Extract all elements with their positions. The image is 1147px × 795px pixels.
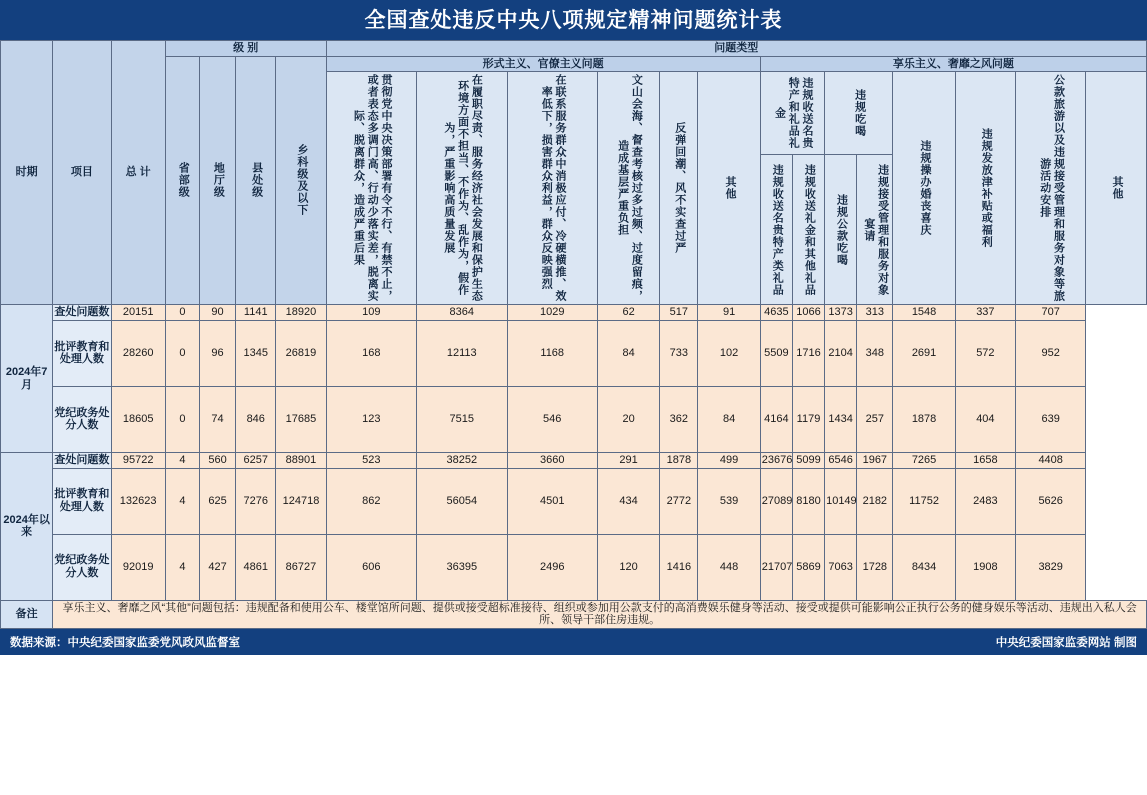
cell-hedonism-other: 639	[1016, 386, 1086, 452]
col-header-level-bureau: 地厅级	[199, 56, 235, 305]
cell-level-county: 1345	[236, 320, 276, 386]
cell-gift-money: 4635	[760, 305, 792, 321]
cell-total: 18605	[111, 386, 165, 452]
cell-wedding: 348	[857, 320, 893, 386]
cell-hedonism-other: 4408	[1016, 452, 1086, 468]
cell-level-county: 4861	[236, 534, 276, 600]
cell-formalism-4: 434	[597, 468, 659, 534]
cell-allowance: 2691	[893, 320, 955, 386]
cell-level-township: 17685	[276, 386, 326, 452]
cell-formalism-other: 733	[660, 320, 698, 386]
cell-formalism-other: 1416	[660, 534, 698, 600]
cell-allowance: 1878	[893, 386, 955, 452]
cell-level-provincial: 4	[165, 534, 199, 600]
col-header-dining-public-funds: 违规公款吃喝	[825, 155, 857, 305]
row-period-since-2024: 2024年以来	[1, 452, 53, 600]
cell-level-township: 18920	[276, 305, 326, 321]
cell-travel: 1908	[955, 534, 1015, 600]
cell-formalism-other: 517	[660, 305, 698, 321]
cell-formalism-2: 8364	[417, 305, 507, 321]
cell-dining-public: 1179	[792, 386, 824, 452]
cell-allowance: 7265	[893, 452, 955, 468]
cell-dining-public: 5099	[792, 452, 824, 468]
cell-wedding: 1967	[857, 452, 893, 468]
cell-dining-banquet: 1434	[825, 386, 857, 452]
cell-allowance: 11752	[893, 468, 955, 534]
note-label: 备注	[1, 600, 53, 628]
cell-level-county: 6257	[236, 452, 276, 468]
cell-travel: 404	[955, 386, 1015, 452]
row-item-discipline: 党纪政务处分人数	[53, 386, 111, 452]
cell-formalism-1: 862	[326, 468, 416, 534]
cell-dining-public: 1716	[792, 320, 824, 386]
cell-dining-public: 5869	[792, 534, 824, 600]
col-header-level-county: 县处级	[236, 56, 276, 305]
cell-formalism-4: 84	[597, 320, 659, 386]
cell-hedonism-other: 707	[1016, 305, 1086, 321]
note-text: 享乐主义、奢靡之风“其他”问题包括：违规配备和使用公车、楼堂馆所问题、提供或接受超标准接待、组织或参加用公款支付的高消费娱乐健身等活动、接受或提供可能影响公正执行公务的健身娱乐等活动、违规出入私人会所、领导干部住房违规。	[53, 600, 1147, 628]
row-period-202407: 2024年7月	[1, 305, 53, 453]
cell-formalism-1: 109	[326, 305, 416, 321]
group-header-formalism: 形式主义、官僚主义问题	[326, 56, 760, 72]
cell-dining-banquet: 7063	[825, 534, 857, 600]
cell-formalism-3: 1029	[507, 305, 597, 321]
cell-formalism-other: 362	[660, 386, 698, 452]
cell-formalism-4: 291	[597, 452, 659, 468]
cell-formalism-4: 20	[597, 386, 659, 452]
cell-gift-money: 5509	[760, 320, 792, 386]
row-item-cases: 查处问题数	[53, 452, 111, 468]
cell-level-provincial: 4	[165, 452, 199, 468]
cell-wedding: 2182	[857, 468, 893, 534]
cell-formalism-1: 606	[326, 534, 416, 600]
cell-dining-banquet: 1373	[825, 305, 857, 321]
cell-gift-specialty: 539	[698, 468, 760, 534]
note-row	[1, 600, 1147, 628]
cell-level-township: 124718	[276, 468, 326, 534]
cell-travel: 1658	[955, 452, 1015, 468]
statistics-table	[0, 40, 1147, 629]
cell-gift-specialty: 102	[698, 320, 760, 386]
cell-dining-public: 8180	[792, 468, 824, 534]
cell-level-township: 86727	[276, 534, 326, 600]
cell-formalism-3: 4501	[507, 468, 597, 534]
cell-formalism-2: 7515	[417, 386, 507, 452]
group-header-hedonism: 享乐主义、奢靡之风问题	[760, 56, 1146, 72]
cell-total: 132623	[111, 468, 165, 534]
cell-level-bureau: 96	[199, 320, 235, 386]
cell-formalism-4: 62	[597, 305, 659, 321]
cell-level-bureau: 90	[199, 305, 235, 321]
cell-hedonism-other: 952	[1016, 320, 1086, 386]
cell-level-township: 26819	[276, 320, 326, 386]
cell-formalism-3: 546	[507, 386, 597, 452]
cell-formalism-2: 38252	[417, 452, 507, 468]
cell-gift-money: 21707	[760, 534, 792, 600]
cell-level-bureau: 560	[199, 452, 235, 468]
cell-level-county: 1141	[236, 305, 276, 321]
cell-formalism-other: 2772	[660, 468, 698, 534]
cell-gift-money: 27089	[760, 468, 792, 534]
cell-gift-specialty: 448	[698, 534, 760, 600]
cell-formalism-other: 1878	[660, 452, 698, 468]
cell-level-township: 88901	[276, 452, 326, 468]
cell-formalism-2: 36395	[417, 534, 507, 600]
col-header-item: 项目	[53, 41, 111, 305]
group-header-problem-type: 问题类型	[326, 41, 1146, 57]
col-header-total: 总 计	[111, 41, 165, 305]
footer-credit: 中央纪委国家监委网站 制图	[995, 636, 1137, 649]
cell-wedding: 313	[857, 305, 893, 321]
cell-level-provincial: 4	[165, 468, 199, 534]
data-source: 数据来源：中央纪委国家监委党风政风监督室	[10, 636, 240, 649]
table-row	[1, 534, 1147, 600]
row-item-educated: 批评教育和处理人数	[53, 468, 111, 534]
table-row	[1, 320, 1147, 386]
cell-formalism-1: 123	[326, 386, 416, 452]
page-title: 全国查处违反中央八项规定精神问题统计表	[0, 0, 1147, 40]
col-header-formalism-5: 反弹回潮、风不实查过严	[660, 72, 698, 305]
cell-travel: 572	[955, 320, 1015, 386]
cell-formalism-3: 2496	[507, 534, 597, 600]
cell-gift-money: 23676	[760, 452, 792, 468]
col-header-hedonism-gift: 违规收送名贵特产和礼品礼金	[760, 72, 824, 155]
cell-allowance: 8434	[893, 534, 955, 600]
cell-formalism-3: 1168	[507, 320, 597, 386]
cell-total: 95722	[111, 452, 165, 468]
col-header-hedonism-dining: 违规吃喝	[825, 72, 893, 155]
cell-total: 28260	[111, 320, 165, 386]
table-row	[1, 452, 1147, 468]
col-header-gift-money: 违规收送礼金和其他礼品	[792, 155, 824, 305]
cell-total: 92019	[111, 534, 165, 600]
cell-dining-banquet: 10149	[825, 468, 857, 534]
cell-formalism-2: 12113	[417, 320, 507, 386]
cell-dining-public: 1066	[792, 305, 824, 321]
group-header-level: 级 别	[165, 41, 326, 57]
col-header-level-township: 乡科级及以下	[276, 56, 326, 305]
cell-level-provincial: 0	[165, 305, 199, 321]
col-header-period: 时期	[1, 41, 53, 305]
cell-level-provincial: 0	[165, 320, 199, 386]
footer-bar	[0, 629, 1147, 655]
row-item-educated: 批评教育和处理人数	[53, 320, 111, 386]
col-header-formalism-1: 贯彻党中央决策部署有令不行、有禁不止，或者表态多调门高、行动少落实差，脱离实际、脱离群众，造成严重后果	[326, 72, 416, 305]
col-header-formalism-3: 在联系服务群众中消极应付、冷硬横推、效率低下，损害群众利益，群众反映强烈	[507, 72, 597, 305]
cell-formalism-3: 3660	[507, 452, 597, 468]
col-header-gift-specialty: 违规收送名贵特产类礼品	[760, 155, 792, 305]
col-header-hedonism-other: 其他	[1086, 72, 1147, 305]
col-header-formalism-2: 在履职尽责、服务经济社会发展和保护生态环境方面不担当、不作为、乱作为，假作为，严重影响高质量发展	[417, 72, 507, 305]
cell-travel: 2483	[955, 468, 1015, 534]
row-item-cases: 查处问题数	[53, 305, 111, 321]
col-header-hedonism-allowance: 违规发放津补贴或福利	[955, 72, 1015, 305]
cell-allowance: 1548	[893, 305, 955, 321]
cell-hedonism-other: 3829	[1016, 534, 1086, 600]
row-item-discipline: 党纪政务处分人数	[53, 534, 111, 600]
cell-gift-specialty: 499	[698, 452, 760, 468]
cell-hedonism-other: 5626	[1016, 468, 1086, 534]
cell-level-provincial: 0	[165, 386, 199, 452]
cell-level-county: 846	[236, 386, 276, 452]
table-row	[1, 386, 1147, 452]
cell-formalism-2: 56054	[417, 468, 507, 534]
cell-gift-money: 4164	[760, 386, 792, 452]
col-header-formalism-4: 文山会海、督查考核过多过频、过度留痕，造成基层严重负担	[597, 72, 659, 305]
cell-wedding: 1728	[857, 534, 893, 600]
col-header-hedonism-wedding: 违规操办婚丧喜庆	[893, 72, 955, 305]
cell-wedding: 257	[857, 386, 893, 452]
cell-level-bureau: 427	[199, 534, 235, 600]
cell-level-bureau: 74	[199, 386, 235, 452]
cell-formalism-1: 523	[326, 452, 416, 468]
col-header-formalism-other: 其他	[698, 72, 760, 305]
table-row	[1, 468, 1147, 534]
cell-gift-specialty: 84	[698, 386, 760, 452]
col-header-dining-banquet: 违规接受管理和服务对象宴请	[857, 155, 893, 305]
cell-gift-specialty: 91	[698, 305, 760, 321]
cell-dining-banquet: 6546	[825, 452, 857, 468]
cell-dining-banquet: 2104	[825, 320, 857, 386]
table-row	[1, 305, 1147, 321]
cell-travel: 337	[955, 305, 1015, 321]
col-header-hedonism-travel: 公款旅游以及违规接受管理和服务对象等旅游活动安排	[1016, 72, 1086, 305]
cell-level-county: 7276	[236, 468, 276, 534]
col-header-level-provincial: 省部级	[165, 56, 199, 305]
cell-level-bureau: 625	[199, 468, 235, 534]
cell-formalism-1: 168	[326, 320, 416, 386]
cell-formalism-4: 120	[597, 534, 659, 600]
cell-total: 20151	[111, 305, 165, 321]
